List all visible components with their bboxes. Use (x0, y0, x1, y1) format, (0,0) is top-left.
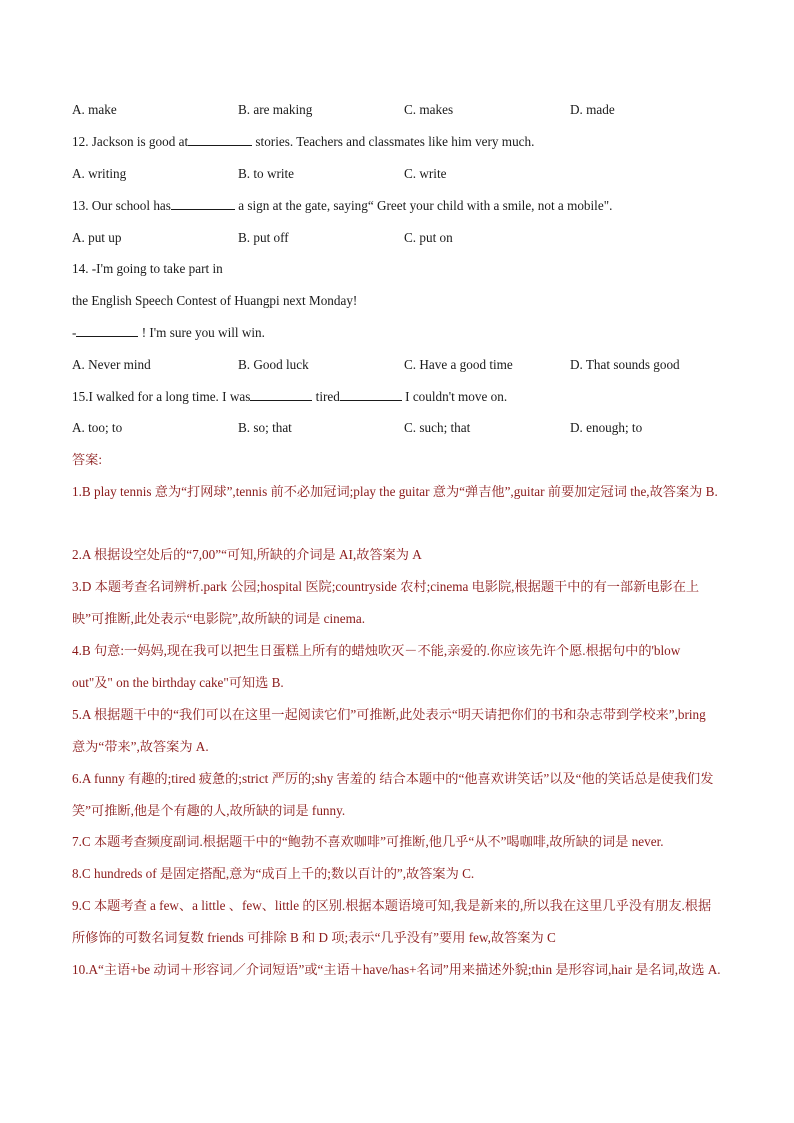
answer-2: 2.A 根据设空处后的“7,00”“可知,所缺的介词是 AI,故答案为 A (72, 547, 422, 562)
answer-4: 4.B 句意:一妈妈,现在我可以把生日蛋糕上所有的蜡烛吹灭－不能,亲爱的.你应该先许个愿.根据句中的'blow out"及" on the birthday cake"可知选 B. (72, 643, 681, 690)
q14-stem-line3 (72, 324, 265, 342)
answer-6: 6.A funny 有趣的;tired 疲惫的;strict 严厉的;shy 害羞的 结合本题中的“他喜欢讲笑话”以及“他的笑话总是使我们发笑”可推断,他是个有趣的人,故所缺的词是 funny. (72, 771, 714, 818)
q13-stem (72, 197, 612, 215)
q14-option-a: A. Never mind (72, 357, 151, 372)
q14-text-pre: - (72, 325, 77, 340)
q15-blank-2 (340, 388, 402, 401)
answer-3: 3.D 本题考查名词辨析.park 公园;hospital 医院;countryside 农村;cinema 电影院,根据题干中的有一部新电影在上映”可推断,此处表示“电影院”,故所缺的词是 cinema. (72, 579, 700, 626)
answers-heading: 答案: (72, 452, 103, 467)
q12-blank (188, 133, 252, 146)
q13-option-c: C. put on (404, 230, 453, 245)
q14-option-c: C. Have a good time (404, 357, 513, 372)
q14-stem-line1: 14. -I'm going to take part in (72, 261, 223, 276)
q12-text-post: stories. Teachers and classmates like him very much. (252, 134, 535, 149)
q13-option-b: B. put off (238, 230, 289, 245)
q15-blank-1 (250, 388, 312, 401)
q13-option-a: A. put up (72, 230, 122, 245)
q12-option-b: B. to write (238, 166, 295, 181)
q15-text-pre: 15.I walked for a long time. I was (72, 389, 251, 404)
q13-blank (171, 197, 235, 210)
answer-5: 5.A 根据题干中的“我们可以在这里一起阅读它们”可推断,此处表示“明天请把你们的书和杂志带到学校来”,bring 意为“带来”,故答案为 A. (72, 707, 706, 754)
answer-10: 10.A“主语+be 动词＋形容词／介词短语”或“主语＋have/has+名词”用来描述外貌;thin 是形容词,hair 是名词,故选 A. (72, 962, 721, 977)
q11-option-c: C. makes (404, 102, 454, 117)
q15-stem (72, 388, 507, 406)
q15-option-d: D. enough; to (570, 420, 643, 435)
q11-option-b: B. are making (238, 102, 313, 117)
answer-1: 1.B play tennis 意为“打网球”,tennis 前不必加冠词;play the guitar 意为“弹吉他”,guitar 前要加定冠词 the,故答案为 B. (72, 484, 718, 499)
answer-9: 9.C 本题考查 a few、a little 、few、little 的区别.根据本题语境可知,我是新来的,所以我在这里几乎没有朋友.根据所修饰的可数名词复数 friends 可排除 B 和 D 项;表示“几乎没有”要用 few,故答案为 C (72, 898, 712, 945)
q14-blank (76, 324, 138, 337)
answer-7: 7.C 本题考查频度副词.根据题干中的“鲍勃不喜欢咖啡”可推断,他几乎“从不”喝咖啡,故所缺的词是 never. (72, 834, 664, 849)
q12-option-c: C. write (404, 166, 447, 181)
answer-8: 8.C hundreds of 是固定搭配,意为“成百上千的;数以百计的”,故答案为 C. (72, 866, 475, 881)
q15-option-c: C. such; that (404, 420, 471, 435)
q11-option-d: D. made (570, 102, 615, 117)
q14-option-d: D. That sounds good (570, 357, 680, 372)
q11-option-a: A. make (72, 102, 117, 117)
q13-text-post: a sign at the gate, saying“ Greet your child with a smile, not a mobile". (234, 198, 613, 213)
q15-text-mid: tired (312, 389, 340, 404)
q14-stem-line2: the English Speech Contest of Huangpi next Monday! (72, 293, 358, 308)
q12-option-a: A. writing (72, 166, 127, 181)
q15-text-post: I couldn't move on. (401, 389, 508, 404)
q13-text-pre: 13. Our school has (72, 198, 171, 213)
q12-stem (72, 133, 534, 151)
q15-option-a: A. too; to (72, 420, 123, 435)
q15-option-b: B. so; that (238, 420, 292, 435)
q14-text-post: ! I'm sure you will win. (138, 325, 265, 340)
q12-text-pre: 12. Jackson is good at (72, 134, 189, 149)
q14-option-b: B. Good luck (238, 357, 309, 372)
